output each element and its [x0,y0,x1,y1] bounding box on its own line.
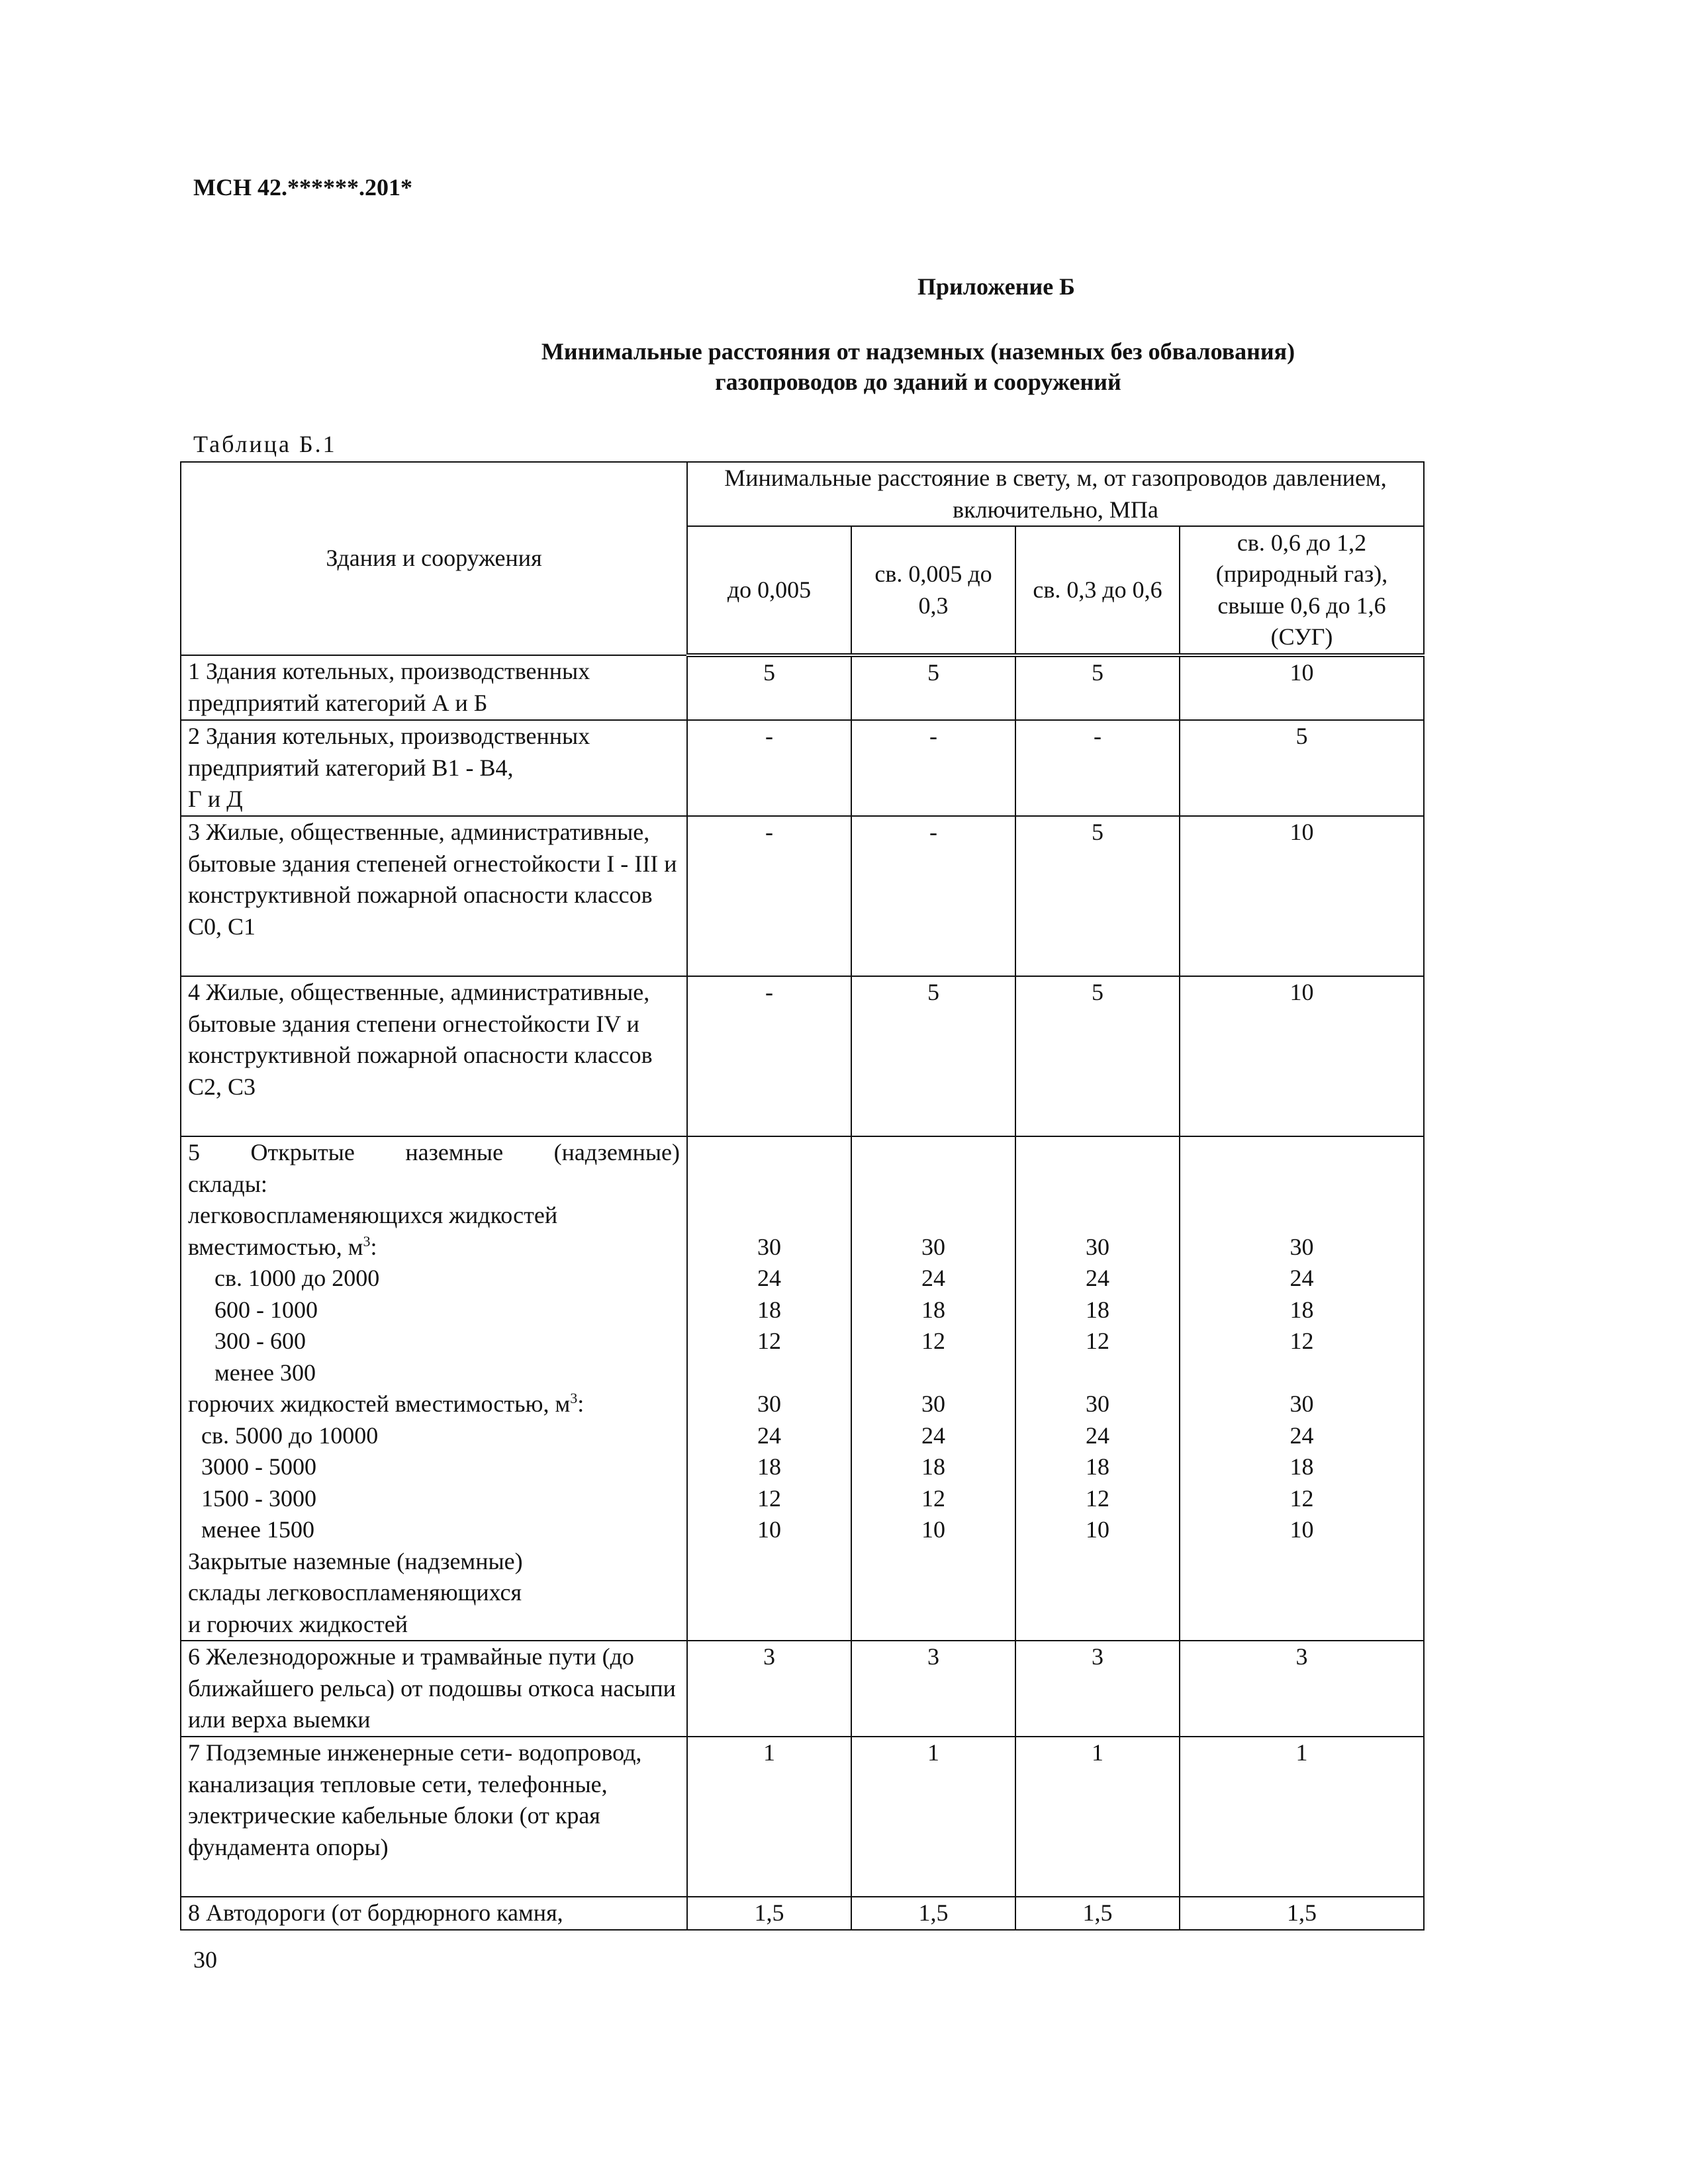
title-line-2: газопроводов до зданий и сооружений [715,369,1121,395]
row-value: 10 [1180,816,1424,976]
table-row [181,655,1424,720]
row-description: 1 Здания котельных, производственных предприятий категорий А и Б [181,655,687,720]
row-value: 5 [851,976,1015,1136]
row-value: - [687,816,851,976]
row-value-column: 30 24 18 12 30 24 18 12 10 [1015,1136,1180,1641]
header-pressure-4: св. 0,6 до 1,2 (природный газ), свыше 0,6 до 1,6 (СУГ) [1180,526,1424,655]
row-value-column: 30 24 18 12 30 24 18 12 10 [851,1136,1015,1641]
capacity-range: 600 - 1000 [214,1296,318,1323]
row-description-line: 5 Открытые наземные (надземные) [188,1139,680,1165]
capacity-range: менее 300 [214,1359,316,1386]
capacity-range: 3000 - 5000 [201,1453,316,1480]
header-pressure-2: св. 0,005 до 0,3 [851,526,1015,655]
capacity-range: менее 1500 [201,1516,314,1543]
row-description-line: вместимостью, $м^3$: [188,1232,377,1260]
row-description-line: горючих жидкостей вместимостью, $м^3$: [188,1390,585,1417]
table-row [181,976,1424,1136]
row-value: 1,5 [1015,1897,1180,1930]
table-title [193,336,1438,397]
document-code: МСН 42.******.201* [193,174,412,201]
distance-table [180,461,1425,1931]
row-value: 1 [687,1737,851,1897]
header-pressure-1: до 0,005 [687,526,851,655]
row-value: 3 [1015,1641,1180,1737]
row-value: 3 [687,1641,851,1737]
row-value: 5 [1015,816,1180,976]
table-row [181,816,1424,976]
row-description [181,720,687,816]
capacity-range: св. 5000 до 10000 [201,1422,379,1449]
row-value: 10 [1180,976,1424,1136]
row-description-line: 2 Здания котельных, производственных предприятий категорий В1 - В4, [188,723,590,781]
row-description: 3 Жилые, общественные, административные, бытовые здания степеней огнестойкости I - III и конструктивной пожарной опасности классов С0, С1 [181,816,687,976]
row-description: 4 Жилые, общественные, административные, бытовые здания степени огнестойкости IV и конструктивной пожарной опасности классов С2, С3 [181,976,687,1136]
row-value: 1,5 [851,1897,1015,1930]
header-pressure-3: св. 0,3 до 0,6 [1015,526,1180,655]
row-value: 5 [1180,720,1424,816]
row-value: 5 [1015,655,1180,720]
appendix-title: Приложение Б [917,273,1075,300]
row-value: - [851,816,1015,976]
row-value: 1 [1015,1737,1180,1897]
row-value: 5 [851,655,1015,720]
row-value: 3 [1180,1641,1424,1737]
capacity-range: 300 - 600 [214,1328,306,1354]
row-description-line: легковоспламеняющихся жидкостей [188,1202,558,1228]
row-value: - [1015,720,1180,816]
page-number: 30 [193,1946,217,1973]
capacity-range: св. 1000 до 2000 [214,1265,380,1291]
row-value: 5 [687,655,851,720]
capacity-range: 1500 - 3000 [201,1484,316,1512]
table-row [181,1737,1424,1897]
table-row [181,720,1424,816]
row-value: - [687,976,851,1136]
row-value: 10 [1180,655,1424,720]
header-buildings: Здания и сооружения [181,462,687,655]
row-description: 7 Подземные инженерные сети- водопровод, канализация тепловые сети, телефонные, электрические кабельные блоки (от края фундамента опоры) [181,1737,687,1897]
row-description-line: склады: [188,1170,267,1197]
row-value: 1,5 [1180,1897,1424,1930]
row-description [181,1136,687,1641]
header-distance-group: Минимальные расстояние в свету, м, от газопроводов давлением, включительно, МПа [687,462,1424,526]
table-label: Таблица Б.1 [193,431,337,457]
row-value: 3 [851,1641,1015,1737]
row-description-line: Г и Д [188,786,243,812]
row-description: 8 Автодороги (от бордюрного камня, [181,1897,687,1930]
row-description: 6 Железнодорожные и трамвайные пути (до ближайшего рельса) от подошвы откоса насыпи или верха выемки [181,1641,687,1737]
row-value: 1 [1180,1737,1424,1897]
row-value-column: 30 24 18 12 30 24 18 12 10 [1180,1136,1424,1641]
title-line-1: Минимальные расстояния от надземных (наземных без обвалования) [541,338,1295,365]
row-description-line: и горючих жидкостей [188,1610,408,1637]
row-value: - [687,720,851,816]
table-row [181,1897,1424,1930]
row-value: - [851,720,1015,816]
row-value-column: 30 24 18 12 30 24 18 12 10 [687,1136,851,1641]
table-row [181,1641,1424,1737]
row-value: 1,5 [687,1897,851,1930]
row-description-line: Закрытые наземные (надземные) [188,1547,523,1574]
table-row [181,1136,1424,1641]
row-value: 5 [1015,976,1180,1136]
row-value: 1 [851,1737,1015,1897]
row-description-line: склады легковоспламеняющихся [188,1579,522,1606]
